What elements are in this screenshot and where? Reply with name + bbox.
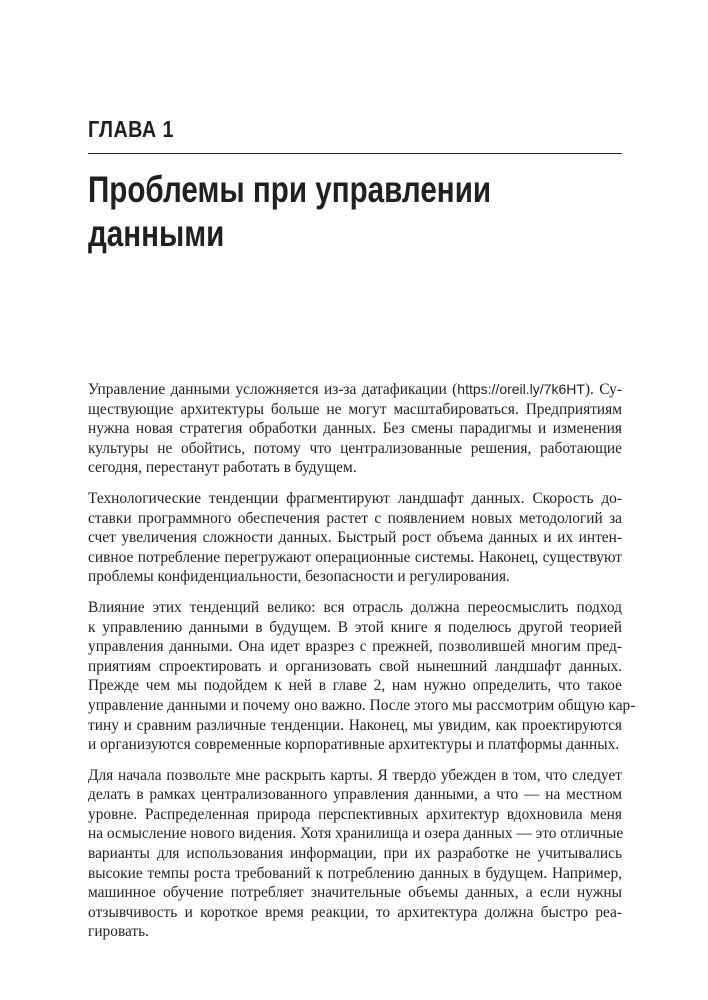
text-segment: управления данными. Она идет вразрез с прежней, позволившей многим пред- [88, 638, 622, 656]
text-segment: Технологические тенденции фрагментируют ландшафт данных. Скорость до- [88, 489, 622, 507]
text-segment: Влияние этих тенденций велико: вся отрасль должна переосмыслить подход [88, 598, 622, 616]
text-line [88, 548, 622, 568]
text-line [88, 489, 622, 509]
text-line [88, 785, 622, 805]
text-segment: ществующие архитектуры больше не могут масштабироваться. Предприятиям [88, 400, 622, 418]
chapter-body [88, 380, 636, 953]
text-segment: делать в рамках централизованного управления данными, а что — на местном [88, 786, 622, 804]
text-line [88, 637, 622, 657]
text-segment: отзывчивость и короткое время реакции, то архитектура должна быстро реа- [88, 903, 622, 921]
text-line [88, 380, 622, 400]
text-line [88, 716, 622, 736]
text-line [88, 805, 622, 825]
chapter-title-line: данными [88, 213, 225, 254]
text-line [88, 419, 622, 439]
chapter-title [88, 168, 491, 256]
text-line [88, 657, 622, 677]
reference-link[interactable]: https://oreil.ly/7k6HT [457, 381, 585, 397]
text-line [88, 844, 622, 864]
text-segment: культуры не обойтись, потому что централизованные решения, работающие [88, 439, 622, 457]
text-line [88, 922, 622, 942]
text-line [88, 824, 622, 844]
paragraph [88, 766, 622, 942]
text-line [88, 676, 622, 696]
text-segment: уровне. Распределенная природа перспективных архитектур вдохновила меня [88, 805, 622, 823]
text-segment: проблемы конфиденциальности, безопасности и регулирования. [88, 568, 510, 586]
text-segment: Прежде чем мы подойдем к ней в главе 2, нам нужно определить, что такое [88, 677, 622, 695]
text-segment: и организуются современные корпоративные архитектуры и платформы данных. [88, 736, 620, 754]
text-segment: на осмысление нового видения. Хотя хранилища и озера данных — это отличные [88, 825, 624, 843]
paragraph [88, 380, 622, 478]
text-line [88, 883, 622, 903]
text-segment: ). Су- [584, 381, 622, 398]
text-segment: машинное обучение потребляет значительные объемы данных, а если нужны [88, 884, 622, 902]
text-line [88, 618, 622, 638]
text-line [88, 598, 622, 618]
text-segment: гировать. [88, 923, 150, 941]
text-segment: высокие темпы роста требований к потреблению данных в будущем. Например, [88, 864, 622, 882]
text-segment: нужна новая стратегия обработки данных. Без смены парадигмы и изменения [88, 420, 622, 438]
text-line [88, 696, 636, 716]
text-line [88, 528, 622, 548]
text-segment: Для начала позвольте мне раскрыть карты. Я твердо убежден в том, что следует [88, 766, 622, 784]
text-line [88, 509, 622, 529]
chapter-divider [88, 153, 622, 154]
text-segment: управление данными и почему оно важно. После этого мы рассмотрим общую кар- [88, 696, 636, 714]
text-line [88, 439, 622, 459]
text-segment: приятиям спроектировать и организовать свой нынешний ландшафт данных. [88, 657, 622, 675]
text-line [88, 458, 622, 478]
text-segment: счет увеличения сложности данных. Быстрый рост объема данных и их интен- [88, 529, 622, 547]
text-segment: тину и сравним различные тенденции. Наконец, мы увидим, как проектируются [88, 716, 622, 734]
paragraph [88, 598, 636, 755]
text-segment: ставки программного обеспечения растет с появлением новых методологий за [88, 509, 622, 527]
text-line [88, 864, 622, 884]
text-segment: к управлению данными в будущем. В этой книге я поделюсь другой теорией [88, 618, 622, 636]
text-line [88, 567, 622, 587]
text-line [88, 766, 622, 786]
text-line [88, 735, 622, 755]
paragraph [88, 489, 622, 587]
text-segment: Управление данными усложняется из-за датафикации ( [88, 381, 458, 398]
text-line [88, 903, 622, 923]
text-line [88, 400, 622, 420]
chapter-title-line: Проблемы при управлении [88, 169, 492, 210]
text-segment: варианты для использования информации, при их разработке не учитывались [88, 845, 622, 863]
chapter-label: ГЛАВА 1 [88, 116, 174, 142]
text-segment: сивное потребление перегружают операционные системы. Наконец, существуют [88, 548, 622, 566]
text-segment: сегодня, перестанут работать в будущем. [88, 459, 357, 477]
